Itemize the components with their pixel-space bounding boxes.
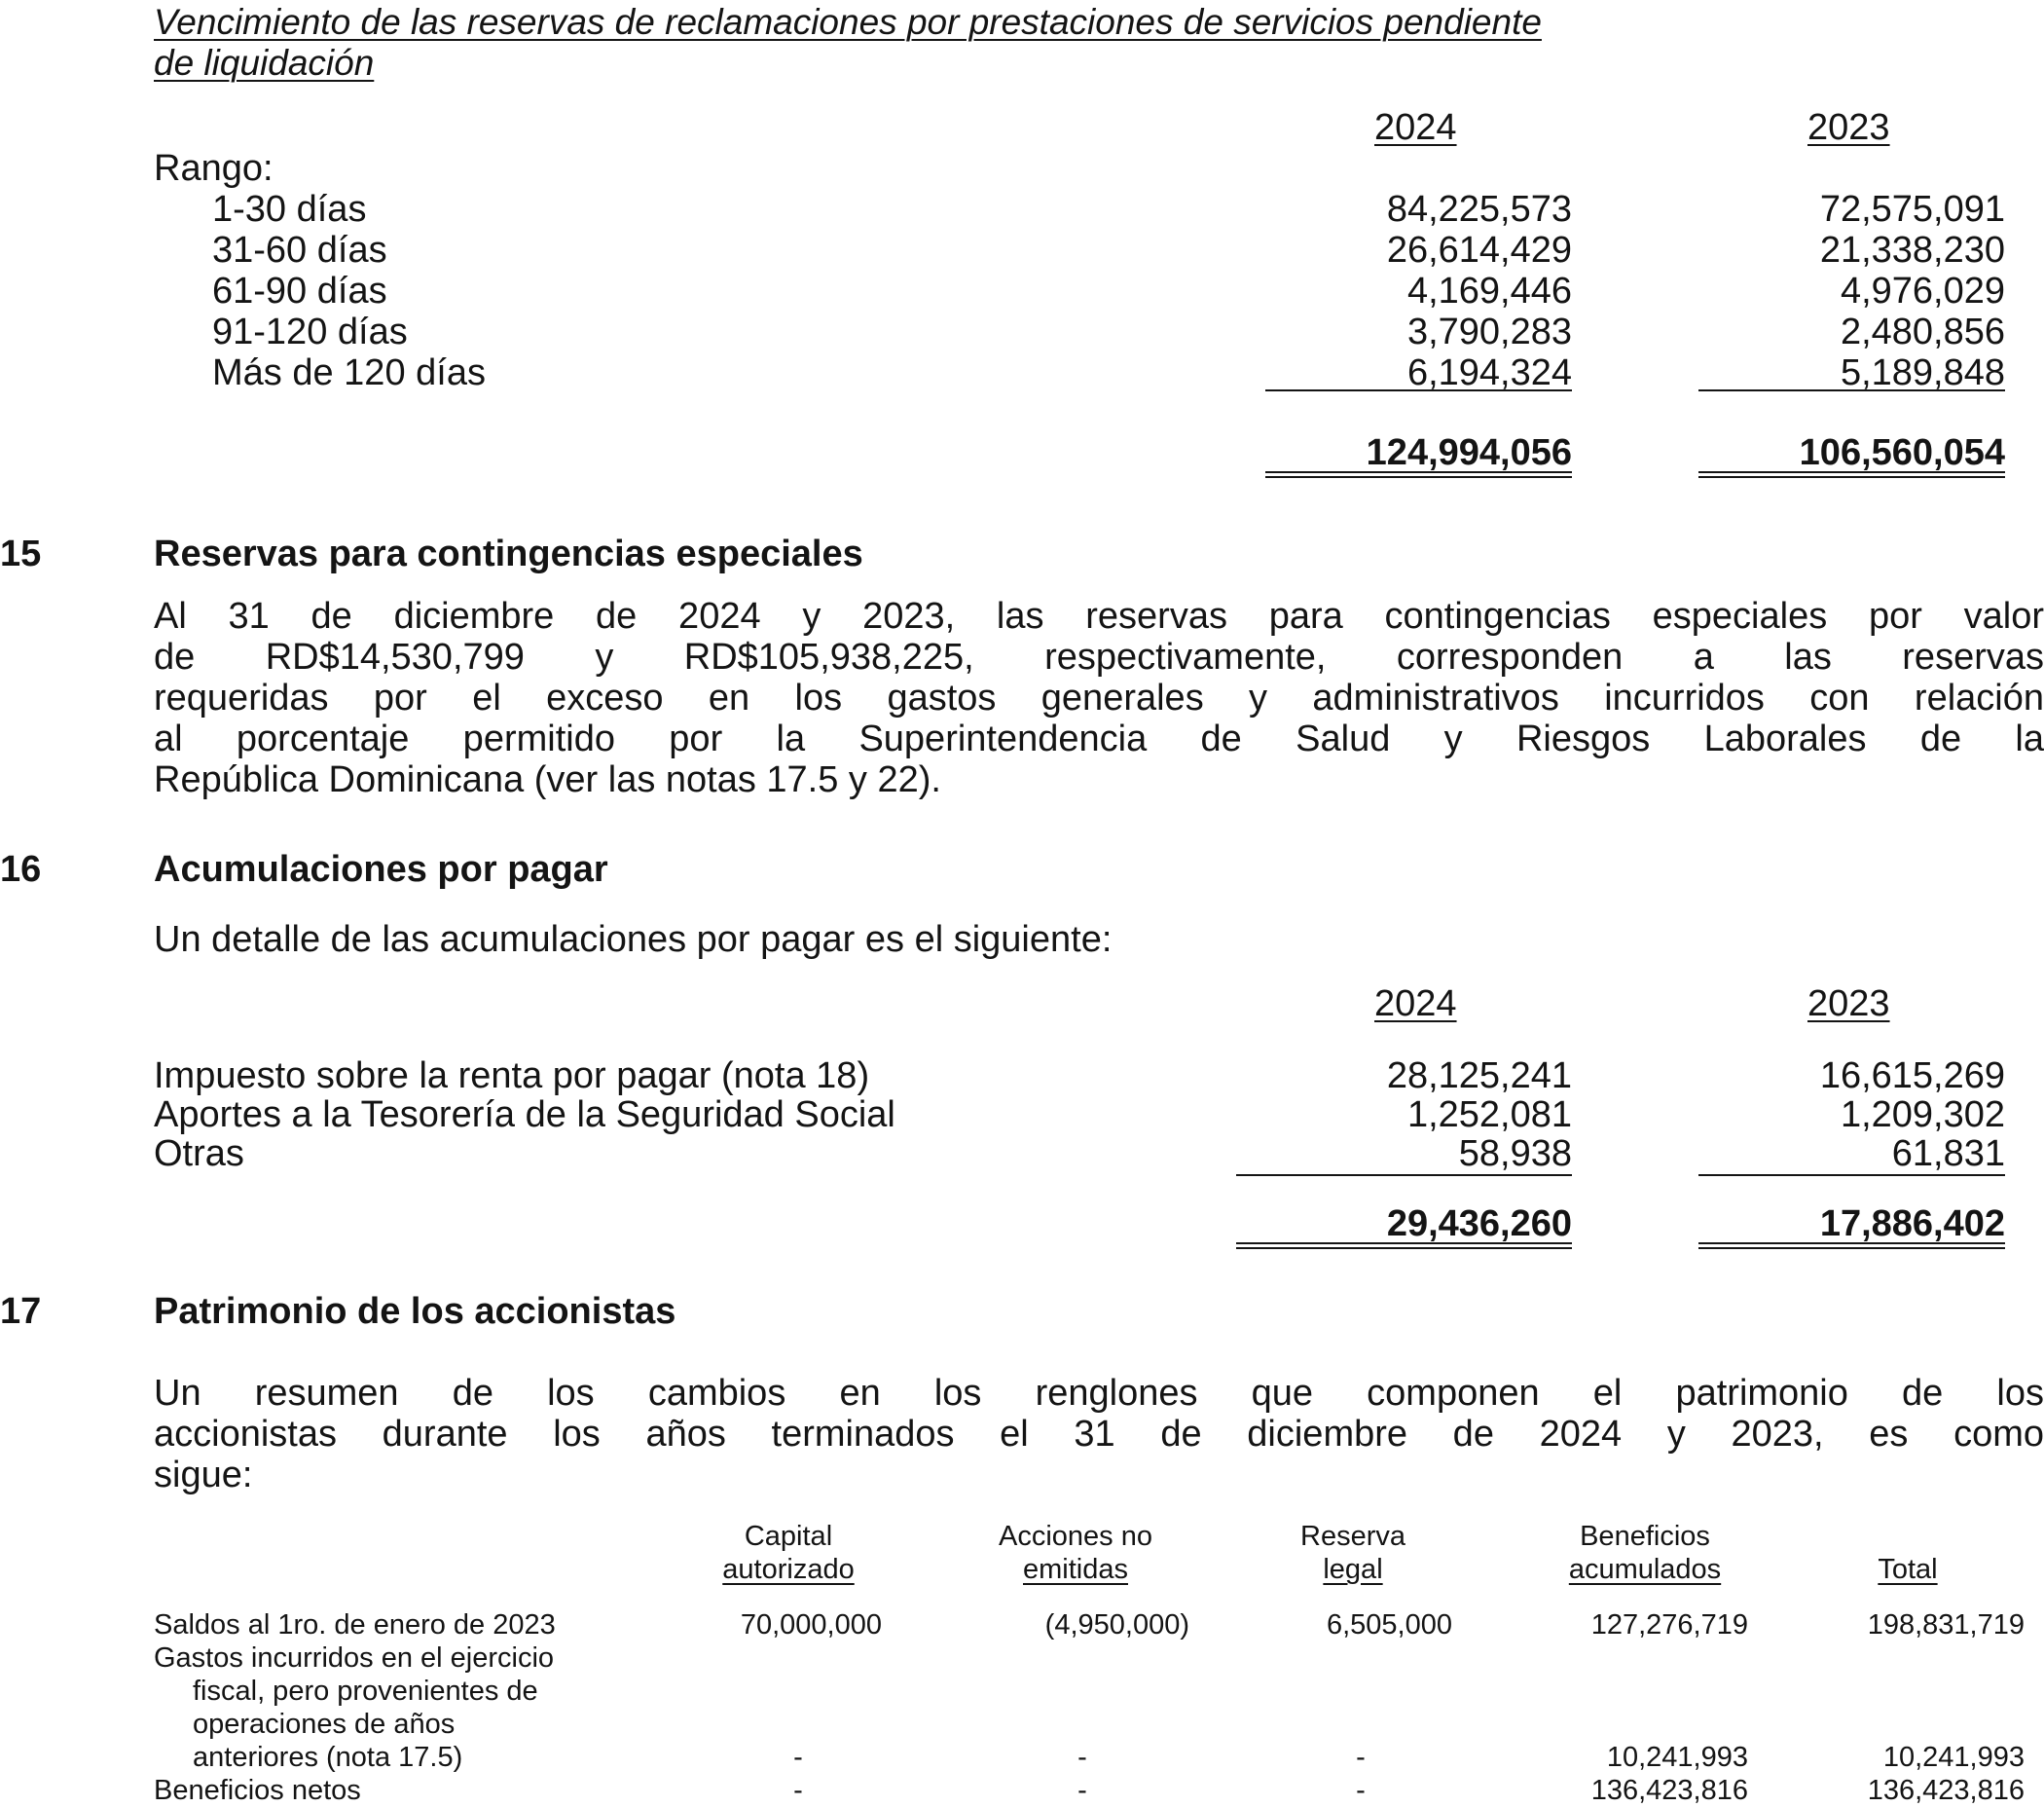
equity-row-label: anteriores (nota 17.5)	[193, 1742, 463, 1773]
equity-cell: 10,241,993	[1606, 1742, 1748, 1773]
paragraph-line: Un resumen de los cambios en los renglones que componen el patrimonio de los	[154, 1373, 2044, 1414]
equity-cell: -	[793, 1742, 803, 1773]
equity-cell: 136,423,816	[1590, 1775, 1748, 1806]
section16-intro: Un detalle de las acumulaciones por pagar es el siguiente:	[154, 919, 1113, 960]
subtotal-rule	[1265, 389, 1572, 391]
accrual-row-value-2023: 16,615,269	[1819, 1055, 2005, 1096]
equity-col-header-top: Reserva	[1300, 1521, 1405, 1552]
subtotal-rule	[1236, 1174, 1572, 1176]
accruals-year-2024: 2024	[1374, 983, 1457, 1024]
section-heading: Acumulaciones por pagar	[154, 849, 608, 890]
range-row-value-2023: 2,480,856	[1840, 312, 2005, 352]
equity-cell: 136,423,816	[1867, 1775, 2025, 1806]
equity-cell: -	[1077, 1775, 1087, 1806]
equity-col-header: legal	[1323, 1554, 1383, 1585]
equity-col-header: emitidas	[1023, 1554, 1128, 1585]
total-double-rule	[1698, 1242, 2005, 1249]
maturity-total-2024: 124,994,056	[1366, 432, 1572, 473]
accruals-year-2023: 2023	[1807, 983, 1890, 1024]
range-row-value-2023: 72,575,091	[1819, 189, 2005, 230]
section-heading: Patrimonio de los accionistas	[154, 1291, 676, 1332]
equity-cell: -	[1356, 1775, 1366, 1806]
equity-cell: 127,276,719	[1590, 1609, 1748, 1641]
equity-row-label: Beneficios netos	[154, 1775, 361, 1806]
range-row-value-2024: 26,614,429	[1386, 230, 1572, 271]
section-number: 17	[0, 1291, 42, 1332]
maturity-title-line1: Vencimiento de las reservas de reclamaciones por prestaciones de servicios pendiente	[154, 2, 1542, 42]
accrual-row-value-2023: 61,831	[1891, 1133, 2005, 1174]
equity-col-header-top: Acciones no	[999, 1521, 1152, 1552]
equity-cell: -	[793, 1775, 803, 1806]
range-row-value-2024: 6,194,324	[1406, 352, 1572, 393]
subtotal-rule	[1698, 1174, 2005, 1176]
total-double-rule	[1698, 471, 2005, 478]
range-row-value-2024: 4,169,446	[1406, 271, 1572, 312]
equity-row-label: Saldos al 1ro. de enero de 2023	[154, 1609, 556, 1641]
maturity-title-line2: de liquidación	[154, 43, 375, 83]
paragraph-line: accionistas durante los años terminados el 31 de diciembre de 2024 y 2023, es como	[154, 1414, 2044, 1455]
equity-col-header: autorizado	[722, 1554, 855, 1585]
equity-row-label: Gastos incurridos en el ejercicio	[154, 1642, 555, 1674]
paragraph-line: República Dominicana (ver las notas 17.5 y 22).	[154, 759, 941, 800]
equity-cell: -	[1077, 1742, 1087, 1773]
paragraph-line: Al 31 de diciembre de 2024 y 2023, las reservas para contingencias especiales por valor	[154, 596, 2044, 637]
equity-cell: 6,505,000	[1326, 1609, 1452, 1641]
equity-col-header: acumulados	[1568, 1554, 1722, 1585]
equity-row-label: operaciones de años	[193, 1709, 456, 1740]
equity-col-header-top: Beneficios	[1580, 1521, 1710, 1552]
range-label: Rango:	[154, 148, 274, 189]
accrual-row-value-2024: 58,938	[1458, 1133, 1572, 1174]
range-row-value-2023: 21,338,230	[1819, 230, 2005, 271]
range-row-label: 31-60 días	[212, 230, 387, 271]
range-row-label: 61-90 días	[212, 271, 387, 312]
equity-cell: 70,000,000	[740, 1609, 882, 1641]
total-double-rule	[1265, 471, 1572, 478]
accrual-row-value-2024: 1,252,081	[1406, 1094, 1572, 1135]
range-row-value-2023: 4,976,029	[1840, 271, 2005, 312]
accrual-row-value-2024: 28,125,241	[1386, 1055, 1572, 1096]
equity-cell: (4,950,000)	[1044, 1609, 1189, 1641]
paragraph-line: al porcentaje permitido por la Superintendencia de Salud y Riesgos Laborales de la	[154, 719, 2044, 759]
maturity-year-2024: 2024	[1374, 107, 1457, 148]
accrual-row-value-2023: 1,209,302	[1840, 1094, 2005, 1135]
total-double-rule	[1236, 1242, 1572, 1249]
range-row-label: 91-120 días	[212, 312, 408, 352]
subtotal-rule	[1698, 389, 2005, 391]
accrual-row-label: Aportes a la Tesorería de la Seguridad Social	[154, 1094, 895, 1135]
accrual-row-label: Impuesto sobre la renta por pagar (nota 18)	[154, 1055, 870, 1096]
range-row-label: 1-30 días	[212, 189, 367, 230]
equity-cell: 10,241,993	[1882, 1742, 2025, 1773]
section-number: 16	[0, 849, 42, 890]
accruals-total-2023: 17,886,402	[1819, 1203, 2005, 1244]
equity-row-label: fiscal, pero provenientes de	[193, 1676, 538, 1707]
equity-col-header-top: Capital	[744, 1521, 833, 1552]
accrual-row-label: Otras	[154, 1133, 244, 1174]
range-row-label: Más de 120 días	[212, 352, 486, 393]
equity-cell: 198,831,719	[1867, 1609, 2025, 1641]
accruals-total-2024: 29,436,260	[1386, 1203, 1572, 1244]
paragraph-line: requeridas por el exceso en los gastos generales y administrativos incurridos con relación	[154, 678, 2044, 719]
maturity-total-2023: 106,560,054	[1799, 432, 2005, 473]
range-row-value-2024: 3,790,283	[1406, 312, 1572, 352]
range-row-value-2023: 5,189,848	[1840, 352, 2005, 393]
equity-cell: -	[1356, 1742, 1366, 1773]
equity-col-header: Total	[1878, 1554, 1938, 1585]
range-row-value-2024: 84,225,573	[1386, 189, 1572, 230]
paragraph-line: de RD$14,530,799 y RD$105,938,225, respectivamente, corresponden a las reservas	[154, 637, 2044, 678]
paragraph-line: sigue:	[154, 1455, 253, 1495]
section-number: 15	[0, 534, 42, 574]
section-heading: Reservas para contingencias especiales	[154, 534, 863, 574]
maturity-year-2023: 2023	[1807, 107, 1890, 148]
